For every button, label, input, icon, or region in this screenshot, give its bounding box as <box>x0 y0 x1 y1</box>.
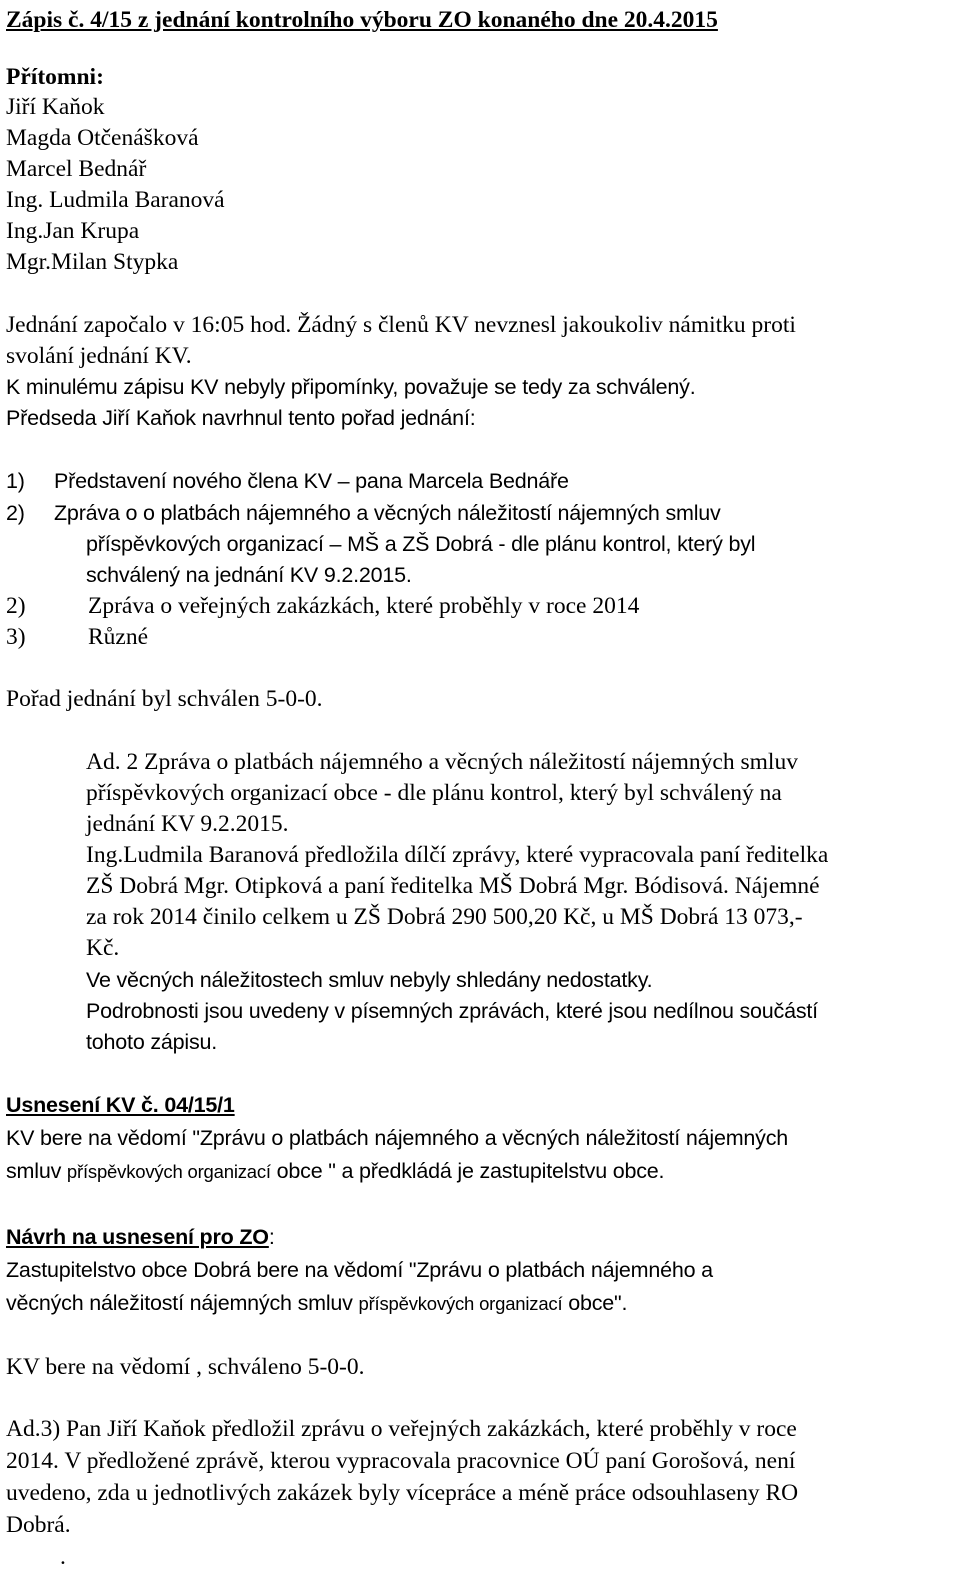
ad2-line: Ad. 2 Zpráva o platbách nájemného a věcných náležitostí nájemných smluv <box>86 749 798 775</box>
agenda-item <box>6 466 569 496</box>
agenda-number: 2) <box>6 501 25 525</box>
ad2-line: tohoto zápisu. <box>86 1030 218 1054</box>
agenda-number: 1) <box>6 469 25 493</box>
kv-note: KV bere na vědomí , schváleno 5-0-0. <box>6 1354 365 1380</box>
agenda-text: schválený na jednání KV 9.2.2015. <box>86 563 412 587</box>
agenda-number: 3) <box>6 624 26 650</box>
attendee: Ing. Ludmila Baranová <box>6 187 225 213</box>
resolution-line <box>6 1156 664 1187</box>
ad3-line: Ad.3) Pan Jiří Kaňok předložil zprávu o veřejných zakázkách, které proběhly v roce <box>6 1416 797 1442</box>
agenda-item <box>6 591 639 621</box>
agenda-text: Různé <box>88 624 149 650</box>
attendee: Mgr.Milan Stypka <box>6 249 179 275</box>
agenda-item <box>6 622 148 652</box>
ad2-line: Ve věcných náležitostech smluv nebyly shledány nedostatky. <box>86 968 653 992</box>
agenda-number: 2) <box>6 593 26 619</box>
intro-line: Jednání započalo v 16:05 hod. Žádný s členů KV nevznesl jakoukoliv námitku proti <box>6 312 796 338</box>
ad3-line: uvedeno, zda u jednotlivých zakázek byly vícepráce a méně práce odsouhlaseny RO <box>6 1480 799 1506</box>
proposal-text-small: příspěvkových organizací <box>358 1293 563 1314</box>
agenda-text: Zpráva o veřejných zakázkách, které proběhly v roce 2014 <box>88 593 640 619</box>
intro-line: svolání jednání KV. <box>6 343 192 369</box>
intro-line: K minulému zápisu KV nebyly připomínky, považuje se tedy za schválený. <box>6 375 696 399</box>
agenda-text: Představení nového člena KV – pana Marcela Bednáře <box>54 469 569 493</box>
agenda-text: příspěvkových organizací – MŠ a ZŠ Dobrá - dle plánu kontrol, který byl <box>86 532 756 556</box>
attendee: Jiří Kaňok <box>6 94 105 120</box>
agenda-approved: Pořad jednání byl schválen 5-0-0. <box>6 686 323 712</box>
resolution-heading: Usnesení KV č. 04/15/1 <box>6 1093 235 1117</box>
proposal-line: Zastupitelstvo obce Dobrá bere na vědomí "Zprávu o platbách nájemného a <box>6 1258 713 1282</box>
proposal-line <box>6 1288 627 1319</box>
proposal-heading-line <box>6 1222 275 1252</box>
proposal-text: obce". <box>562 1291 628 1315</box>
ad2-line: Podrobnosti jsou uvedeny v písemných zprávách, které jsou nedílnou součástí <box>86 999 818 1023</box>
resolution-text: obce " a předkládá je zastupitelstvu obce. <box>270 1159 665 1183</box>
proposal-heading: Návrh na usnesení pro ZO <box>6 1225 269 1249</box>
ad2-line: příspěvkových organizací obce - dle plánu kontrol, který byl schválený na <box>86 780 782 806</box>
resolution-text-small: příspěvkových organizací <box>66 1161 271 1182</box>
proposal-text: věcných náležitostí nájemných smluv <box>6 1291 359 1315</box>
attendee: Marcel Bednář <box>6 156 147 182</box>
ad3-line: . <box>60 1544 66 1570</box>
ad2-line: jednání KV 9.2.2015. <box>86 811 289 837</box>
attendee: Ing.Jan Krupa <box>6 218 140 244</box>
ad2-line: Ing.Ludmila Baranová předložila dílčí zprávy, které vypracovala paní ředitelka <box>86 842 829 868</box>
attendee: Magda Otčenášková <box>6 125 199 151</box>
agenda-text: Zpráva o o platbách nájemného a věcných náležitostí nájemných smluv <box>54 501 721 525</box>
attendance-heading: Přítomni: <box>6 64 104 90</box>
resolution-text: smluv <box>6 1159 67 1183</box>
ad3-line: 2014. V předložené zprávě, kterou vypracovala pracovnice OÚ paní Gorošová, není <box>6 1448 796 1474</box>
ad2-line: Kč. <box>86 935 120 961</box>
document-title: Zápis č. 4/15 z jednání kontrolního výboru ZO konaného dne 20.4.2015 <box>6 7 718 33</box>
ad3-line: Dobrá. <box>6 1512 71 1538</box>
ad2-line: za rok 2014 činilo celkem u ZŠ Dobrá 290 500,20 Kč, u MŠ Dobrá 13 073,- <box>86 904 803 930</box>
proposal-heading-colon: : <box>268 1225 275 1249</box>
intro-line: Předseda Jiří Kaňok navrhnul tento pořad jednání: <box>6 406 476 430</box>
ad2-line: ZŠ Dobrá Mgr. Otipková a paní ředitelka MŠ Dobrá Mgr. Bódisová. Nájemné <box>86 873 820 899</box>
agenda-item <box>6 498 721 528</box>
resolution-line: KV bere na vědomí "Zprávu o platbách nájemného a věcných náležitostí nájemných <box>6 1126 789 1150</box>
